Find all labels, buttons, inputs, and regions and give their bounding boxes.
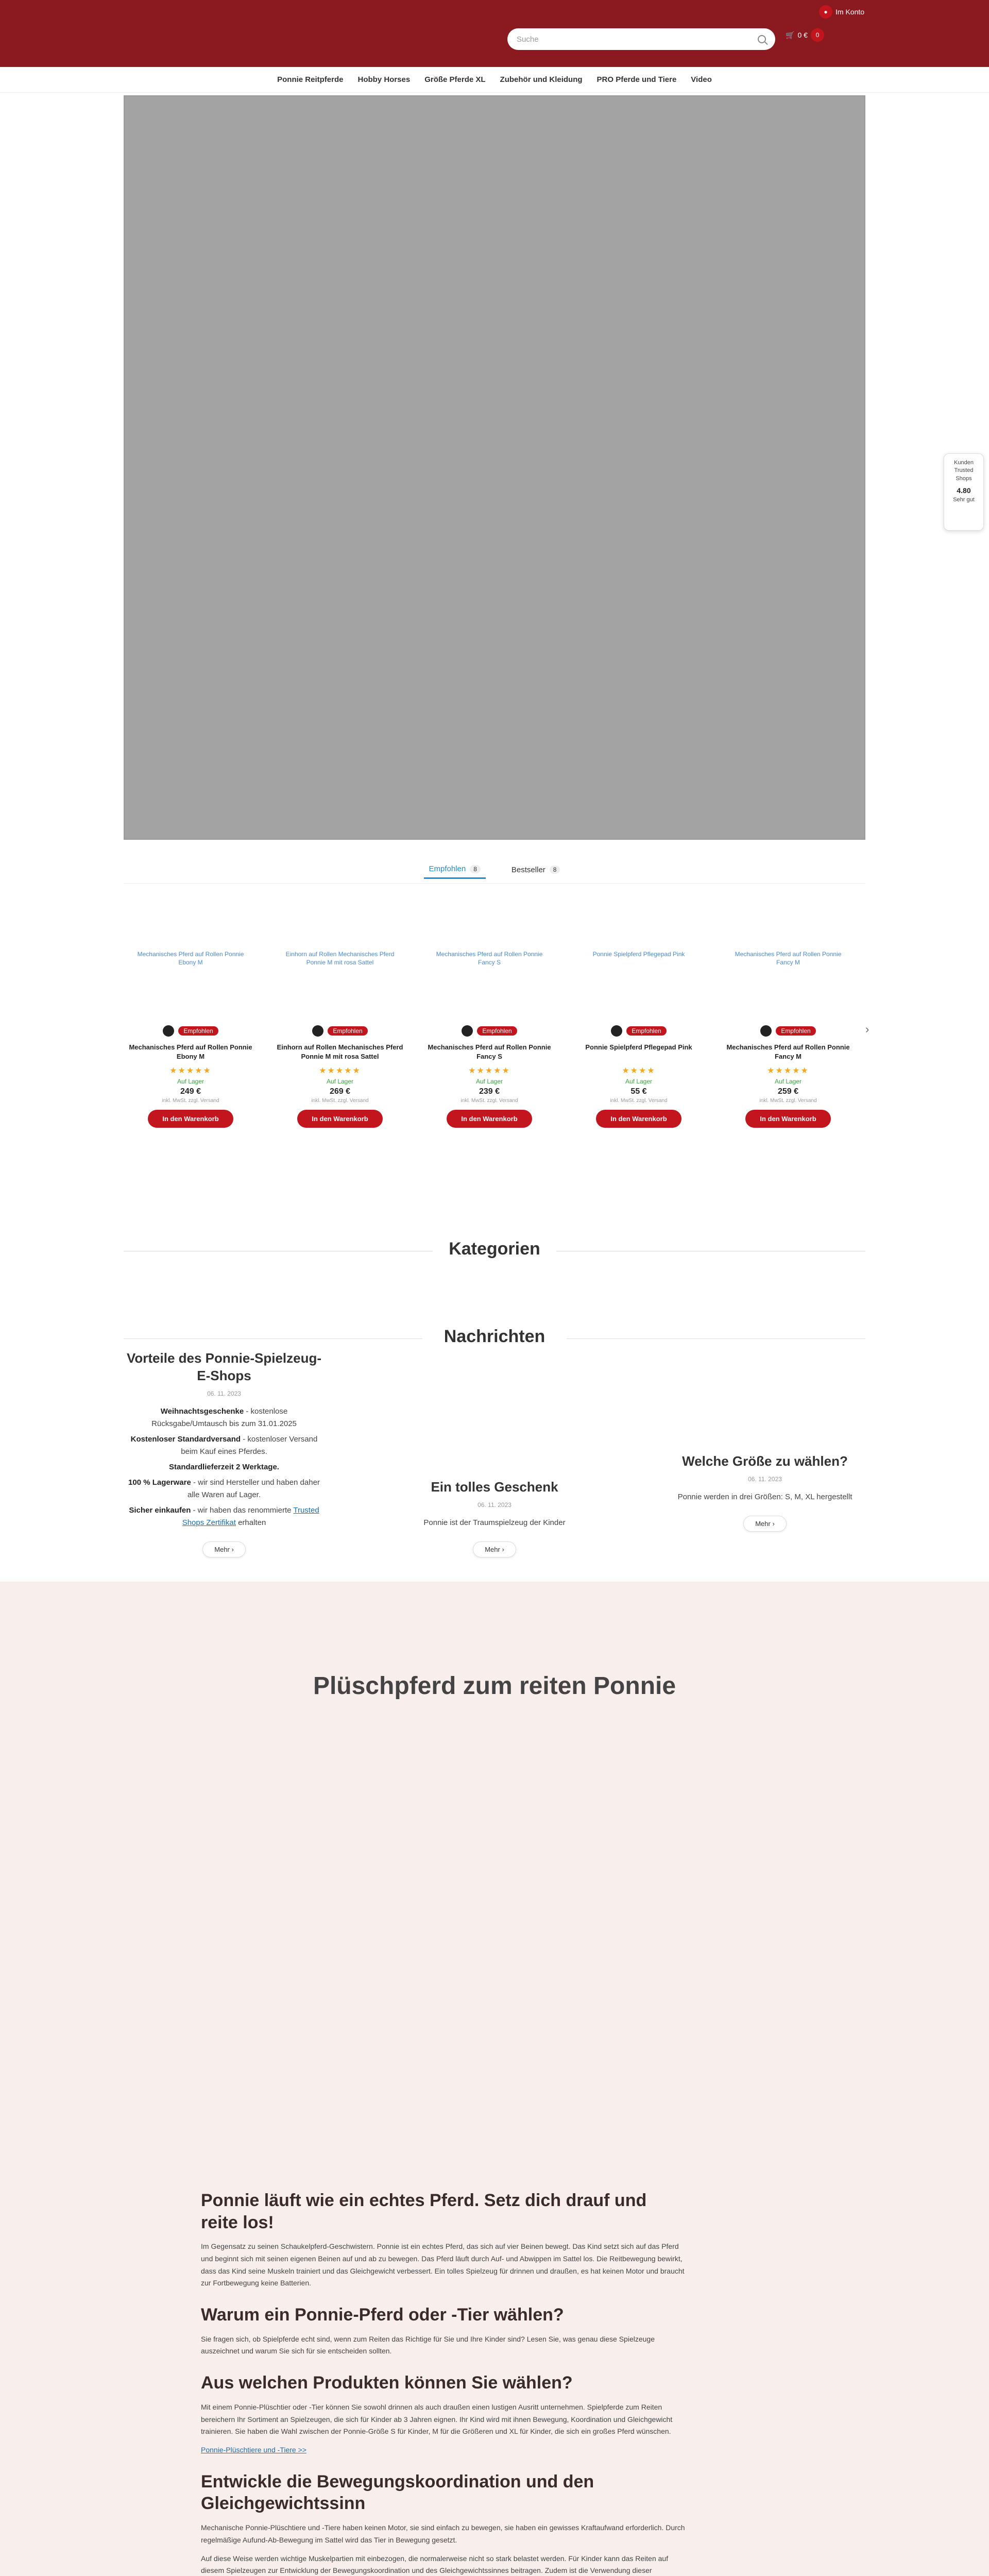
add-to-cart-button[interactable]: In den Warenkorb [596,1110,681,1128]
nav-item-reitpferde[interactable]: Ponnie Reitpferde [277,75,344,84]
product-price: 249 € [180,1087,201,1096]
more-button[interactable]: Mehr › [743,1516,787,1532]
product-image[interactable]: Ponnie Spielpferd Pflegepad Pink [592,951,685,958]
news-text: Ponnie ist der Traumspielzeug der Kinder [423,1518,566,1527]
news-title[interactable]: Welche Größe zu wählen? [682,1453,848,1469]
star-rating: ★★★★★ [767,1066,809,1075]
cart-total: 0 € [797,31,808,39]
product-price: 55 € [630,1087,647,1096]
product-card: Einhorn auf Rollen Mechanisches Pferd Ponnie M mit rosa Sattel Empfohlen Einhorn auf Rollen Mechanisches Pferd Ponnie M mit rosa Sattel ★★★★★ Auf Lager 269 € inkl. MwSt. zzgl. Versand In den Warenkorb [273,951,407,1128]
product-name[interactable]: Mechanisches Pferd auf Rollen Ponnie Fancy S [428,1043,551,1061]
product-price: 239 € [479,1087,500,1096]
news-card [124,1350,325,1557]
categories-heading: Kategorien [449,1239,540,1259]
search-bar[interactable] [507,28,775,50]
trusted-shops-badge[interactable]: Kunden Trusted Shops 4.80 Sehr gut [944,453,984,531]
product-card: Ponnie Spielpferd Pflegepad Pink Empfohlen Ponnie Spielpferd Pflegepad Pink ★★★★ Auf Lager 55 € inkl. MwSt. zzgl. Versand In den Warenkorb [572,951,706,1128]
wishlist-icon[interactable] [760,1025,772,1037]
news-date: 06. 11. 2023 [748,1475,782,1483]
product-image[interactable]: Einhorn auf Rollen Mechanisches Pferd Ponnie M mit rosa Sattel [285,951,395,966]
wishlist-icon[interactable] [611,1025,622,1037]
product-badge: Empfohlen [178,1026,218,1036]
news-text: Weihnachtsgeschenke - kostenlose Rücksgabe/Umtausch bis zum 31.01.2025 Kostenloser Standardversand - kostenloser Versand beim Kauf eines Pferdes. Standardlieferzeit 2 Werktage. 100 % Lagerware - wir sind Hersteller und haben daher alle Waren auf Lager. Sicher einkaufen - wir haben das renommierte Trusted Shops Zertifikat erhalten [128,1406,320,1527]
more-button[interactable]: Mehr › [202,1541,246,1557]
user-icon: ● [819,5,832,19]
add-to-cart-button[interactable]: In den Warenkorb [745,1110,830,1128]
product-name[interactable]: Einhorn auf Rollen Mechanisches Pferd Ponnie M mit rosa Sattel [277,1043,403,1061]
cart-icon: 🛒 [786,30,795,39]
wishlist-icon[interactable] [312,1025,323,1037]
product-carousel [124,951,865,1167]
products-link[interactable]: Ponnie-Plüschtiere und -Tiere >> [201,2446,306,2454]
product-image[interactable]: Mechanisches Pferd auf Rollen Ponnie Fancy M [735,951,842,966]
add-to-cart-button[interactable]: In den Warenkorb [297,1110,382,1128]
product-tabs [0,860,989,879]
stock-status: Auf Lager [177,1078,204,1085]
stock-status: Auf Lager [625,1078,653,1085]
nav-item-video[interactable]: Video [691,75,712,84]
product-badge: Empfohlen [477,1026,517,1036]
product-image[interactable]: Mechanisches Pferd auf Rollen Ponnie Ebony M [137,951,244,966]
product-card: Mechanisches Pferd auf Rollen Ponnie Fancy M Empfohlen Mechanisches Pferd auf Rollen Ponnie Fancy M ★★★★★ Auf Lager 259 € inkl. MwSt. zzgl. Versand In den Warenkorb [721,951,855,1128]
product-image[interactable]: Mechanisches Pferd auf Rollen Ponnie Fancy S [436,951,543,966]
cart[interactable] [786,28,824,42]
product-price: 269 € [329,1087,351,1096]
nav-item-zubehoer[interactable]: Zubehör und Kleidung [500,75,583,84]
trusted-shops-link[interactable]: Trusted Shops Zertifikat [182,1505,319,1527]
seo-title: Plüschpferd zum reiten Ponnie [313,1672,676,1700]
product-name[interactable]: Ponnie Spielpferd Pflegepad Pink [585,1043,692,1051]
stock-status: Auf Lager [475,1078,503,1085]
news-title[interactable]: Vorteile des Ponnie-Spielzeug-E-Shops [126,1350,322,1383]
add-to-cart-button[interactable]: In den Warenkorb [447,1110,532,1128]
more-button[interactable]: Mehr › [473,1541,516,1557]
product-price: 259 € [777,1087,799,1096]
wishlist-icon[interactable] [163,1025,174,1037]
wishlist-icon[interactable] [462,1025,473,1037]
product-card: Mechanisches Pferd auf Rollen Ponnie Fancy S Empfohlen Mechanisches Pferd auf Rollen Ponnie Fancy S ★★★★★ Auf Lager 239 € inkl. MwSt. zzgl. Versand In den Warenkorb [422,951,556,1128]
news-date: 06. 11. 2023 [207,1389,241,1397]
star-rating: ★★★★★ [319,1066,361,1075]
tab-empfohlen[interactable]: Empfohlen 8 [424,860,486,879]
news-text: Ponnie werden in drei Größen: S, M, XL hergestellt [677,1492,852,1501]
main-nav [0,67,989,93]
search-icon[interactable] [758,35,766,43]
star-rating: ★★★★ [622,1066,656,1075]
product-badge: Empfohlen [626,1026,666,1036]
divider [124,883,865,884]
stock-status: Auf Lager [774,1078,802,1085]
cart-count: 0 [811,28,824,42]
seo-article: Ponnie läuft wie ein echtes Pferd. Setz dich drauf und reite los! Im Gegensatz zu seinen Schaukelpferd-Geschwistern. Ponnie ist ein echtes Pferd, das sich auf vier Beinen bewegt. Das Kind setzt sich auf das Pferd und beginnt sich mit seinen eigenen Beinen auf und ab zu bewegen. Das Pferd läuft durch Auf- und Abwippen im Sattel los. Die Reitbewegung bewirkt, dass das Kind seine Muskeln trainiert und das Gleichgewicht verbessert. Ein tolles Spielzeug für drinnen und draußen, es hat keinen Motor und braucht zur Fortbewegung keine Batterien. Warum ein Ponnie-Pferd oder -Tier wählen? Sie fragen sich, ob Spielpferde echt sind, wenn zum Reiten das Richtige für Sie und Ihre Kinder sind? Lesen Sie, was genau diese Spielzeuge auszeichnet und warum Sie sich für sie entscheiden sollten. Aus welchen Produkten können Sie wählen? Mit einem Ponnie-Plüschtier oder -Tier können Sie sowohl drinnen als auch draußen einen lustigen Ausritt unternehmen. Spielpferde zum Reiten bereichern Ihr Sortiment an Spielzeugen, die sich für Kinder ab 3 Jahren eignen. Ihr Kind wird mit ihnen Bewegung, Koordination und Gleichgewicht trainieren. Sie haben die Wahl zwischen der Ponnie-Größe S für Kinder, M für die Größeren und XL für Kinder, die sich ein großes Pferd wünschen. Ponnie-Plüschtiere und -Tiere >> Entwickle die Bewegungskoordination und den Gleichgewichtssinn Mechanische Ponnie-Plüschtiere und -Tiere haben keinen Motor, sie sind einfach zu bewegen, sie haben ein gewisses Kraftaufwand erforderlich. Durch regelmäßige Aufund-Ab-Bewegung im Sattel wird das Tier in Bewegung gesetzt. Auf diese Weise werden wichtige Muskelpartien mit einbezogen, die normalerweise nicht so stark belastet werden. Für Kinder kann das Reiten auf diesem Spielzeugen zur Entwicklung der Bewegungskoordination und des Gleichgewichtssinnes beitragen. Zudem ist die Verwendung dieser [201,2191,685,2575]
add-to-cart-button[interactable]: In den Warenkorb [148,1110,233,1128]
product-badge: Empfohlen [776,1026,815,1036]
star-rating: ★★★★★ [169,1066,212,1075]
product-name[interactable]: Mechanisches Pferd auf Rollen Ponnie Ebony M [129,1043,252,1061]
nav-item-xl[interactable]: Größe Pferde XL [424,75,486,84]
account-link[interactable]: ● Im Konto [819,5,864,19]
nav-item-pro[interactable]: PRO Pferde und Tiere [596,75,677,84]
search-input[interactable]: Suche [517,35,539,44]
nav-item-hobby-horses[interactable]: Hobby Horses [357,75,411,84]
hero-banner[interactable] [124,95,865,840]
header-bar [0,0,989,67]
carousel-next-icon[interactable]: › [865,1023,869,1036]
news-heading: Nachrichten [444,1327,545,1346]
tab-bestseller[interactable]: Bestseller 8 [506,860,566,879]
product-card: Mechanisches Pferd auf Rollen Ponnie Ebony M Empfohlen Mechanisches Pferd auf Rollen Ponnie Ebony M ★★★★★ Auf Lager 249 € inkl. MwSt. zzgl. Versand In den Warenkorb [124,951,258,1128]
stock-status: Auf Lager [326,1078,354,1085]
news-date: 06. 11. 2023 [478,1501,511,1509]
news-card [394,1479,595,1557]
star-rating: ★★★★★ [468,1066,510,1075]
news-card [664,1453,865,1532]
rating-score: 4.80 [957,486,971,495]
product-name[interactable]: Mechanisches Pferd auf Rollen Ponnie Fancy M [726,1043,850,1061]
news-title[interactable]: Ein tolles Geschenk [431,1479,558,1495]
product-badge: Empfohlen [328,1026,367,1036]
